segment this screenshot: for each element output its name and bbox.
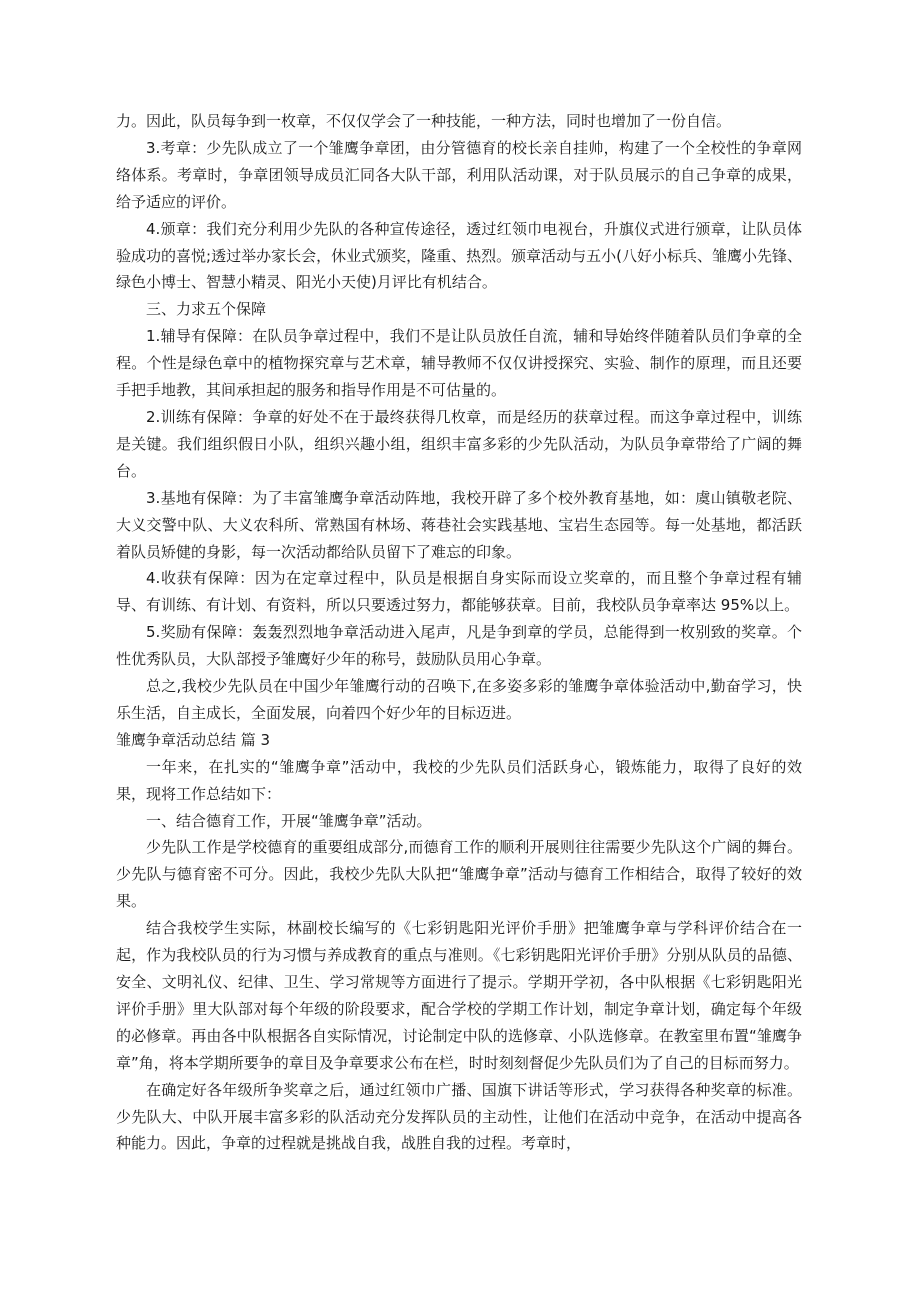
paragraph-kaozhang: 3.考章：少先队成立了一个雏鹰争章团，由分管德育的校长亲自挂帅，构建了一个全校性的争章网络体系。考章时，争章团领导成员汇同各大队干部，利用队活动课，对于队员展示的自己争章的成果，给予适应的评价。 bbox=[116, 138, 802, 211]
section-heading-five-guarantees: 三、力求五个保障 bbox=[146, 300, 267, 319]
paragraph-base: 3.基地有保障：为了丰富雏鹰争章活动阵地，我校开辟了多个校外教育基地，如：虞山镇敬老院、大义交警中队、大义农科所、常熟国有林场、蒋巷社会实践基地、宝岩生态园等。每一处基地，都活跃着队员矫健的身影，每一次活动都给队员留下了难忘的印象。 bbox=[116, 488, 802, 561]
paragraph-summary: 总之,我校少先队员在中国少年雏鹰行动的召唤下,在多姿多彩的雏鹰争章体验活动中,勤奋学习，快乐生活，自主成长，全面发展，向着四个好少年的目标迈进。 bbox=[116, 677, 802, 722]
document-body bbox=[116, 108, 802, 1157]
article-title-part3: 雏鹰争章活动总结 篇 3 bbox=[116, 730, 271, 749]
paragraph-guidance: 1.辅导有保障：在队员争章过程中，我们不是让队员放任自流，辅和导始终伴随着队员们争章的全程。个性是绿色章中的植物探究章与艺术章，辅导教师不仅仅讲授探究、实验、制作的原理，而且还要手把手地教，其间承担起的服务和指导作用是不可估量的。 bbox=[116, 327, 802, 400]
paragraph-evaluation-handbook: 结合我校学生实际，林副校长编写的《七彩钥匙阳光评价手册》把雏鹰争章与学科评价结合在一起，作为我校队员的行为习惯与养成教育的重点与准则。《七彩钥匙阳光评价手册》分别从队员的品德、安全、文明礼仪、纪律、卫生、学习常规等方面进行了提示。学期开学初，各中队根据《七彩钥匙阳光评价手册》里大队部对每个年级的阶段要求，配合学校的学期工作计划，制定争章计划，确定每个年级的必修章。再由各中队根据各自实际情况，讨论制定中队的选修章、小队选修章。在教室里布置“雏鹰争章”角，将本学期所要争的章目及争章要求公布在栏，时时刻刻督促少先队员们为了自己的目标而努力。 bbox=[116, 919, 802, 1072]
paragraph-reward: 5.奖励有保障：轰轰烈烈地争章活动进入尾声，凡是争到章的学员，总能得到一枚别致的奖章。个性优秀队员，大队部授予雏鹰好少年的称号，鼓励队员用心争章。 bbox=[116, 623, 802, 669]
paragraph-continuation: 力。因此，队员每争到一枚章，不仅仅学会了一种技能，一种方法，同时也增加了一份自信。 bbox=[116, 112, 732, 130]
paragraph-moral-education: 少先队工作是学校德育的重要组成部分,而德育工作的顺利开展则往往需要少先队这个广阔的舞台。少先队与德育密不可分。因此，我校少先队大队把“雏鹰争章”活动与德育工作相结合，取得了较好的效果。 bbox=[116, 838, 802, 911]
paragraph-badge-standards: 在确定好各年级所争奖章之后，通过红领巾广播、国旗下讲话等形式，学习获得各种奖章的标准。少先队大、中队开展丰富多彩的队活动充分发挥队员的主动性，让他们在活动中竞争，在活动中提高各种能力。因此，争章的过程就是挑战自我，战胜自我的过程。考章时， bbox=[116, 1080, 802, 1153]
paragraph-training: 2.训练有保障：争章的好处不在于最终获得几枚章，而是经历的获章过程。而这争章过程中，训练是关键。我们组织假日小队，组织兴趣小组，组织丰富多彩的少先队活动，为队员争章带给了广阔的舞台。 bbox=[116, 407, 802, 480]
section-heading-moral-education: 一、结合德育工作，开展“雏鹰争章”活动。 bbox=[146, 811, 432, 830]
paragraph-intro: 一年来，在扎实的“雏鹰争章”活动中，我校的少先队员们活跃身心，锻炼能力，取得了良好的效果，现将工作总结如下： bbox=[116, 757, 802, 803]
paragraph-harvest: 4.收获有保障：因为在定章过程中，队员是根据自身实际而设立奖章的，而且整个争章过程有辅导、有训练、有计划、有资料，所以只要透过努力，都能够获章。目前，我校队员争章率达 95%以上。 bbox=[116, 569, 802, 615]
paragraph-banzhang: 4.颁章：我们充分利用少先队的各种宣传途径，透过红领巾电视台，升旗仪式进行颁章，让队员体验成功的喜悦;透过举办家长会，休业式颁奖，隆重、热烈。颁章活动与五小(八好小标兵、雏鹰小先锋、绿色小博士、智慧小精灵、阳光小天使)月评比有机结合。 bbox=[116, 219, 802, 292]
